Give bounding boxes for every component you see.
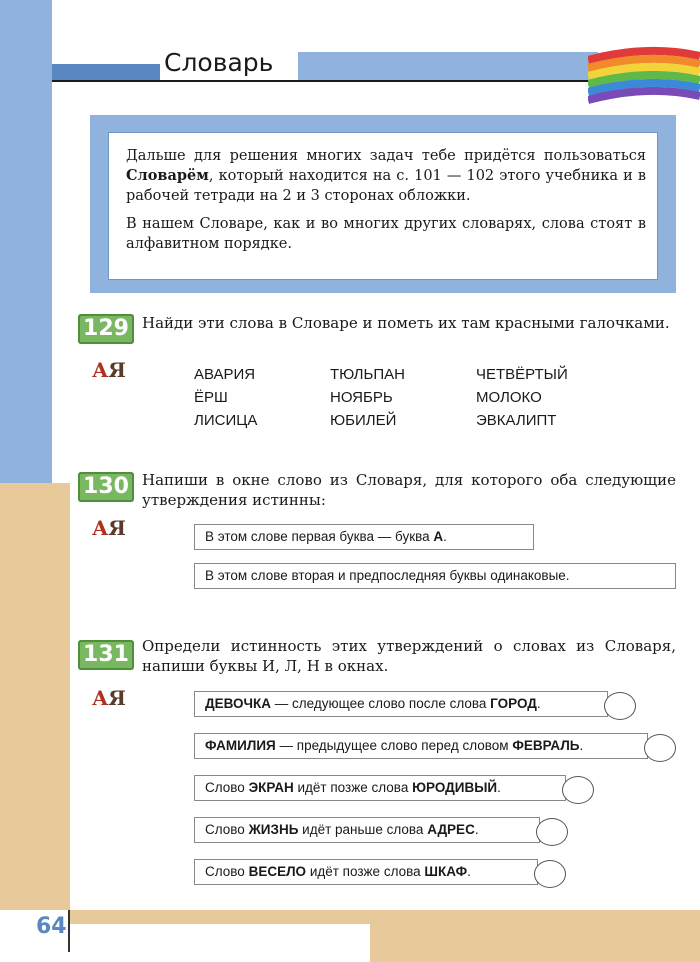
word-item: МОЛОКО [476, 389, 542, 406]
page-number-divider [68, 910, 70, 952]
alphabet-dictionary-icon [92, 358, 126, 386]
info-text-part: Дальше для решения многих задач тебе придётся пользоваться [126, 148, 646, 164]
statement-box-130-2: В этом слове вторая и предпоследняя буквы одинаковые. [194, 563, 676, 589]
dictionary-icon-letter: А [92, 686, 109, 710]
statement-bold: ФЕВРАЛЬ [512, 738, 580, 753]
title-left-bar [52, 64, 160, 80]
word-item: ЭВКАЛИПТ [476, 412, 557, 429]
answer-window-4[interactable] [536, 818, 568, 846]
statement-text: . [536, 696, 541, 711]
statement-bold: ЭКРАН [248, 780, 294, 795]
statement-box-131-1 [194, 691, 608, 717]
title-blue-bar [298, 52, 598, 80]
statement-text: . [467, 864, 471, 879]
alphabet-dictionary-icon [92, 686, 126, 714]
dictionary-icon-letter: Я [108, 686, 126, 710]
statement-box-131-5 [194, 859, 538, 885]
word-item: ЛИСИЦА [194, 412, 258, 429]
statement-box-131-2 [194, 733, 648, 759]
word-item: ЁРШ [194, 389, 228, 406]
left-blue-margin [0, 0, 52, 483]
bottom-white-strip [70, 924, 370, 962]
statement-text: . [579, 738, 584, 753]
info-paragraph-2: В нашем Словаре, как и во многих других словарях, слова стоят в алфавитном порядке. [126, 216, 646, 252]
statement-box-131-4 [194, 817, 540, 843]
page-number: 64 [36, 914, 67, 939]
statement-bold: А [433, 529, 444, 544]
statement-text: Слово [205, 864, 249, 879]
statement-box-131-3 [194, 775, 566, 801]
statement-text: — следующее слово после слова [271, 696, 491, 711]
statement-text: Слово [205, 780, 249, 795]
dictionary-icon-letter: А [92, 516, 109, 540]
statement-bold: АДРЕС [427, 822, 475, 837]
word-item: НОЯБРЬ [330, 389, 393, 406]
answer-window-1[interactable] [604, 692, 636, 720]
exercise-131-text: Определи истинность этих утверждений о словах из Словаря, напиши буквы И, Л, Н в окнах. [142, 637, 676, 675]
section-title: Словарь [160, 48, 283, 77]
exercise-number-130: 130 [78, 472, 134, 502]
statement-text: — предыдущее слово перед словом [275, 738, 513, 753]
exercise-number-131: 131 [78, 640, 134, 670]
exercise-129-text: Найди эти слова в Словаре и пометь их там красными галочками. [142, 314, 670, 332]
dictionary-icon-letter: Я [108, 516, 126, 540]
dictionary-icon-letter: А [92, 358, 109, 382]
rainbow-icon [588, 42, 700, 106]
alphabet-dictionary-icon [92, 516, 126, 544]
statement-text: В этом слове первая буква — буква [205, 529, 434, 544]
word-item: ЮБИЛЕЙ [330, 412, 397, 429]
statement-bold: ШКАФ [424, 864, 468, 879]
statement-bold: ЮРОДИВЫЙ [412, 780, 498, 795]
statement-text: . [474, 822, 479, 837]
exercise-130-text: Напиши в окне слово из Словаря, для которого оба следующие утверждения истинны: [142, 471, 676, 509]
dictionary-icon-letter: Я [108, 358, 126, 382]
dictionary-term: Словарём [126, 167, 209, 184]
statement-text: . [497, 780, 501, 795]
word-item: АВАРИЯ [194, 366, 256, 383]
statement-text: идёт раньше слова [298, 822, 428, 837]
info-text [126, 146, 646, 262]
statement-text: Слово [205, 822, 249, 837]
statement-text: идёт позже слова [293, 780, 413, 795]
statement-text: . [443, 529, 447, 544]
answer-window-3[interactable] [562, 776, 594, 804]
exercise-number-129: 129 [78, 314, 134, 344]
answer-window-5[interactable] [534, 860, 566, 888]
statement-box-130-1 [194, 524, 534, 550]
left-tan-margin [0, 483, 70, 962]
statement-bold: ВЕСЕЛО [248, 864, 307, 879]
statement-bold: ЖИЗНЬ [248, 822, 299, 837]
answer-window-2[interactable] [644, 734, 676, 762]
statement-bold: ГОРОД [490, 696, 537, 711]
statement-text: идёт позже слова [306, 864, 425, 879]
statement-bold: ДЕВОЧКА [205, 696, 272, 711]
title-underline [52, 80, 592, 82]
statement-bold: ФАМИЛИЯ [205, 738, 276, 753]
word-item: ТЮЛЬПАН [330, 366, 405, 383]
info-paragraph-1 [126, 146, 646, 206]
info-text-part: , который находится на с. 101 — 102 этого учебника и в рабочей тетради на 2 и 3 сторонах обложки. [126, 168, 646, 204]
word-item: ЧЕТВЁРТЫЙ [476, 366, 568, 383]
